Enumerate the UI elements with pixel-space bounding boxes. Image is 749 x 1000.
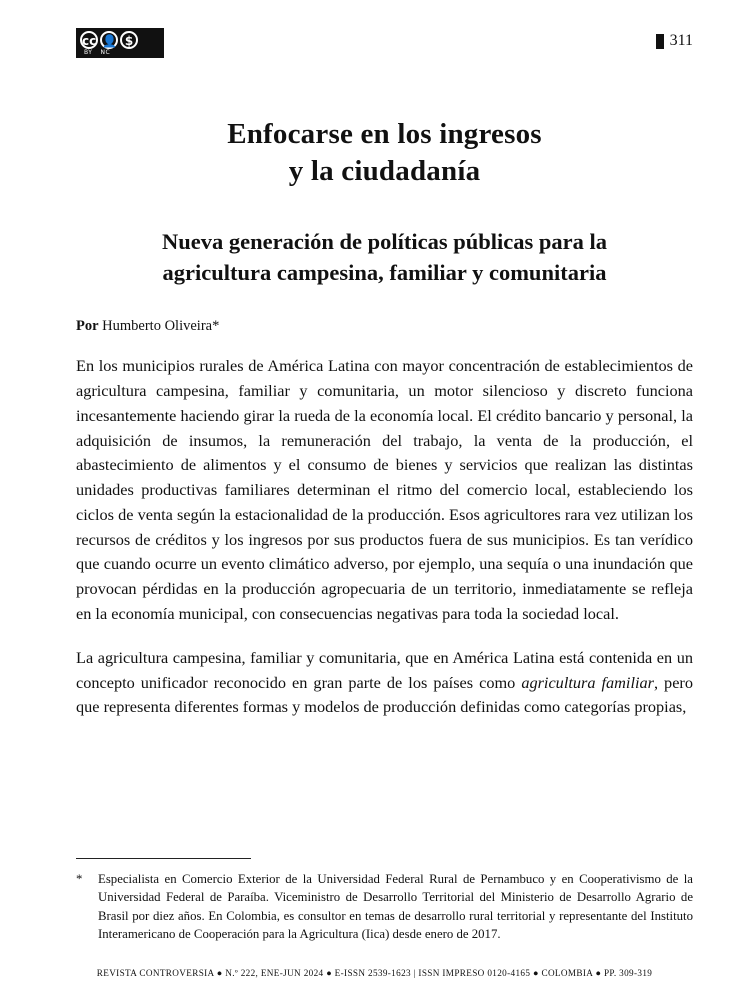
- article-subtitle-line-1: Nueva generación de políticas públicas para la: [161, 229, 607, 255]
- footnote-divider: [76, 858, 251, 859]
- paragraph-part: , pero que representa diferentes formas y modelos de producción definidas como categorías propias,: [76, 672, 693, 717]
- article-title-line-1: Enfocarse en los ingresos: [227, 118, 542, 150]
- article-title: [76, 116, 693, 190]
- paragraph-part: La agricultura campesina, familiar y comunitaria, que en América Latina está contenida en un concepto unificador reconocido en gran parte de los países como: [76, 647, 693, 692]
- article-body: [76, 354, 693, 720]
- footnote-block: [76, 858, 693, 944]
- cc-nc-icon: $: [120, 31, 138, 49]
- page-header: [76, 28, 693, 74]
- footnote-text: Especialista en Comercio Exterior de la Universidad Federal Rural de Pernambuco y en Cooperativismo de la Universidad Federal de Paraíba. Viceministro de Desarrollo Territorial del Ministerio de Desarrollo Agrario de Brasil por diez años. En Colombia, es consultor en temas de desarrollo rural territorial y representante del Instituto Interamericano de Cooperación para la Agricultura (Iica) desde enero de 2017.: [98, 871, 693, 942]
- article-subtitle: [76, 226, 693, 288]
- footnote: [76, 870, 693, 944]
- byline-label: Por: [76, 318, 99, 335]
- article-subtitle-line-2: agricultura campesina, familiar y comunitaria: [162, 260, 607, 286]
- footnote-marker: *: [76, 871, 83, 886]
- cc-logo-icon: cc: [80, 31, 98, 49]
- creative-commons-icon: [76, 28, 164, 58]
- page-number-block: [656, 28, 693, 50]
- paragraph-emphasis: agricultura familiar: [521, 672, 654, 692]
- cc-by-label: BY: [84, 49, 93, 56]
- article-title-line-2: y la ciudadanía: [288, 155, 481, 188]
- page-number-marker-icon: [656, 34, 664, 49]
- colophon: REVISTA CONTROVERSIA ● N.º 222, ENE-JUN 2024 ● E-ISSN 2539-1623 | ISSN IMPRESO 0120-4165 ● COLOMBIA ● PP. 309-319: [96, 968, 653, 978]
- paragraph: [76, 646, 693, 720]
- title-block: [76, 116, 693, 288]
- byline: [76, 318, 693, 335]
- cc-by-icon: 👤: [100, 31, 118, 49]
- paragraph: En los municipios rurales de América Latina con mayor concentración de establecimientos de agricultura campesina, familiar y comunitaria, un motor silencioso y discreto funciona incesantemente haciendo girar la rueda de la economía local. El crédito bancario y personal, la adquisición de insumos, la remuneración del trabajo, la venta de la producción, el abastecimiento de alimentos y el consumo de bienes y servicios que realizan las distintas unidades productivas familiares determinan el ritmo del comercio local, estableciendo los ciclos de venta según la estacionalidad de la producción. Esos agricultores rara vez utilizan los recursos de créditos y los ingresos por sus productos fuera de sus municipios. Es tan verídico que cuando ocurre un evento climático adverso, por ejemplo, una sequía o una inundación que provocan pérdidas en la producción agropecuaria de un territorio, inmediatamente se refleja en la economía municipal, con consecuencias negativas para toda la sociedad local.: [76, 356, 693, 623]
- byline-author: Humberto Oliveira*: [102, 318, 220, 335]
- cc-nc-label: NC: [100, 49, 111, 56]
- page-number: 311: [669, 32, 693, 49]
